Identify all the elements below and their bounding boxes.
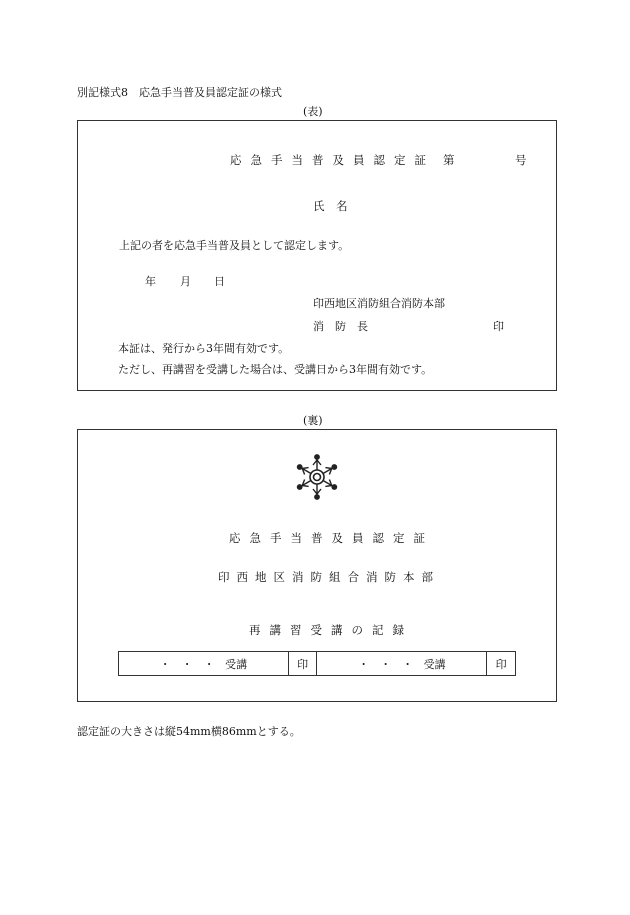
back-side-label: (裏) (303, 414, 323, 427)
record-date-cell-1 (119, 652, 289, 676)
record-date-cell-2 (317, 652, 487, 676)
validity-line-2: ただし、再講習を受講した場合は、受講日から3年間有効です。 (118, 363, 433, 376)
number-suffix: 号 (515, 153, 527, 167)
date-day: 日 (214, 275, 225, 288)
record-seal-2: 印 (495, 657, 507, 671)
issuer-organization: 印西地区消防組合消防本部 (313, 297, 445, 310)
fire-department-emblem-icon (293, 453, 341, 501)
front-seal: 印 (493, 320, 504, 333)
record-label-2: 受講 (423, 657, 446, 671)
name-label: 氏 名 (313, 199, 348, 213)
date-month: 月 (180, 275, 191, 288)
page-heading: 別記様式8 応急手当普及員認定証の様式 (77, 86, 282, 99)
validity-line-1: 本証は、発行から3年間有効です。 (118, 342, 290, 355)
certification-statement: 上記の者を応急手当普及員として認定します。 (119, 239, 350, 252)
number-prefix: 第 (443, 153, 455, 167)
reattendance-record-table (118, 651, 516, 676)
record-date-1: ・ ・ ・ (159, 657, 215, 671)
record-date-2: ・ ・ ・ (358, 657, 414, 671)
record-label-1: 受講 (225, 657, 248, 671)
footer-note: 認定証の大きさは縦54mm横86mmとする。 (77, 725, 301, 738)
record-seal-cell-1 (288, 652, 317, 676)
date-year: 年 (145, 275, 156, 288)
front-certificate-title: 応急手当普及員認定証 (230, 153, 435, 167)
record-seal-1: 印 (297, 657, 309, 671)
back-organization-name: 印西地区消防組合消防本部 (218, 570, 440, 584)
back-certificate-title: 応急手当普及員認定証 (229, 531, 434, 545)
issuer-title: 消 防 長 (313, 320, 368, 333)
record-seal-cell-2 (487, 652, 516, 676)
front-side-label: (表) (303, 105, 323, 118)
record-title: 再講習受講の記録 (249, 623, 413, 637)
